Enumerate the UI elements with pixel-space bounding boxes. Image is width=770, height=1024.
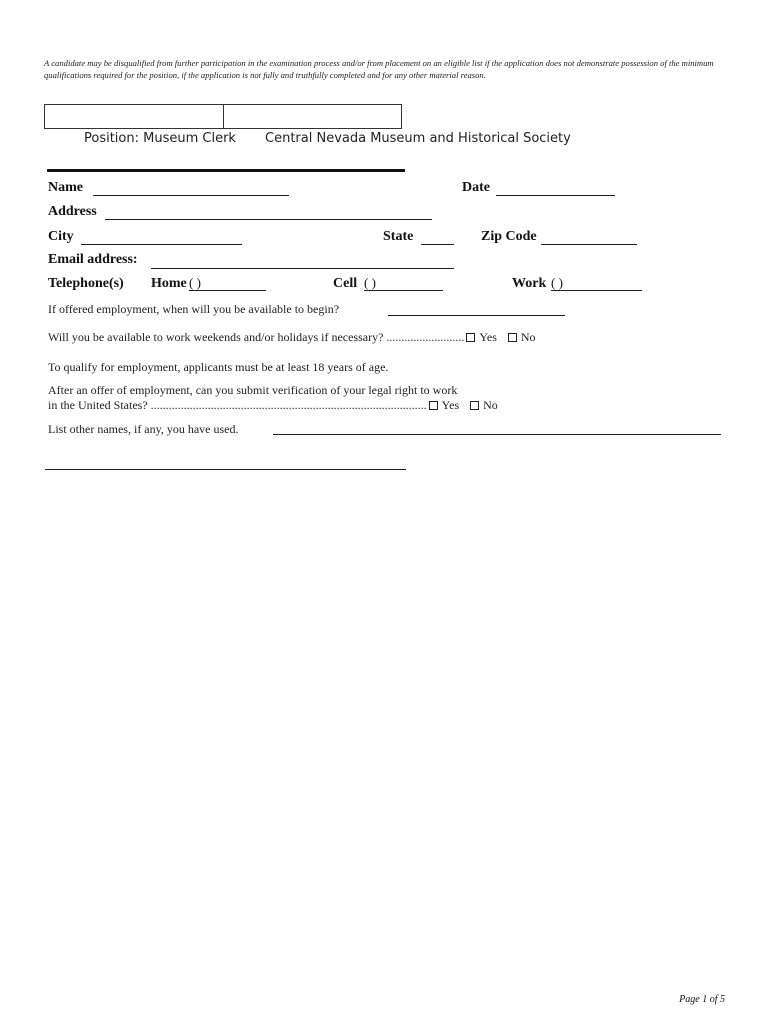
verification-question-line1: After an offer of employment, can you submit verification of your legal right to work: [48, 383, 458, 397]
header-box-right[interactable]: [224, 104, 403, 129]
verification-yes-checkbox[interactable]: [429, 401, 438, 410]
email-field[interactable]: [151, 254, 454, 269]
section-divider: [45, 469, 406, 470]
availability-field[interactable]: [388, 301, 565, 316]
weekends-yes-label: Yes: [479, 330, 497, 344]
work-phone-field[interactable]: ( ): [551, 276, 642, 291]
home-phone-field[interactable]: ( ): [189, 276, 266, 291]
verification-question-text: in the United States? ............................................................................................: [48, 398, 427, 412]
verification-no-checkbox[interactable]: [470, 401, 479, 410]
other-names-field[interactable]: [273, 420, 721, 435]
city-field[interactable]: [81, 230, 242, 245]
cell-phone-label: Cell: [333, 276, 358, 291]
zip-label: Zip Code: [481, 229, 537, 244]
disclaimer-text: A candidate may be disqualified from further participation in the examination process and/or from placement on an eligible list if the application does not demonstrate possession of the minimum qualifications required for the position, if the application is not fully and truthfully completed and for any other material reason.: [44, 58, 714, 80]
weekends-no-checkbox[interactable]: [508, 333, 517, 342]
name-label: Name: [48, 180, 83, 195]
verification-no-label: No: [483, 398, 498, 412]
verification-yes-label: Yes: [441, 398, 460, 412]
weekends-yes-checkbox[interactable]: [466, 333, 475, 342]
zip-field[interactable]: [541, 230, 637, 245]
state-field[interactable]: [421, 230, 454, 245]
verification-question-line2: [48, 398, 498, 413]
address-field[interactable]: [105, 205, 432, 220]
cell-phone-field[interactable]: ( ): [364, 276, 443, 291]
weekends-no-label: No: [520, 330, 536, 344]
address-label: Address: [48, 204, 97, 219]
state-label: State: [383, 229, 414, 244]
email-label: Email address:: [48, 252, 138, 267]
organization-label: Central Nevada Museum and Historical Society: [265, 131, 571, 146]
telephone-label: Telephone(s): [48, 276, 124, 291]
header-box-left[interactable]: [44, 104, 224, 129]
position-label: Position: Museum Clerk: [84, 131, 236, 146]
header-divider: [47, 169, 405, 172]
name-field[interactable]: [93, 181, 289, 196]
city-label: City: [48, 229, 74, 244]
work-phone-label: Work: [512, 276, 547, 291]
age-requirement-text: To qualify for employment, applicants must be at least 18 years of age.: [48, 360, 389, 374]
page-number: Page 1 of 5: [679, 994, 725, 1005]
weekends-question: [48, 330, 536, 345]
weekends-question-text: Will you be available to work weekends and/or holidays if necessary? ..........................: [48, 330, 465, 344]
home-phone-label: Home: [151, 276, 187, 291]
other-names-question: List other names, if any, you have used.: [48, 422, 239, 436]
availability-question: If offered employment, when will you be available to begin?: [48, 302, 340, 316]
date-field[interactable]: [496, 181, 615, 196]
date-label: Date: [462, 180, 490, 195]
header-boxes: [44, 104, 402, 129]
